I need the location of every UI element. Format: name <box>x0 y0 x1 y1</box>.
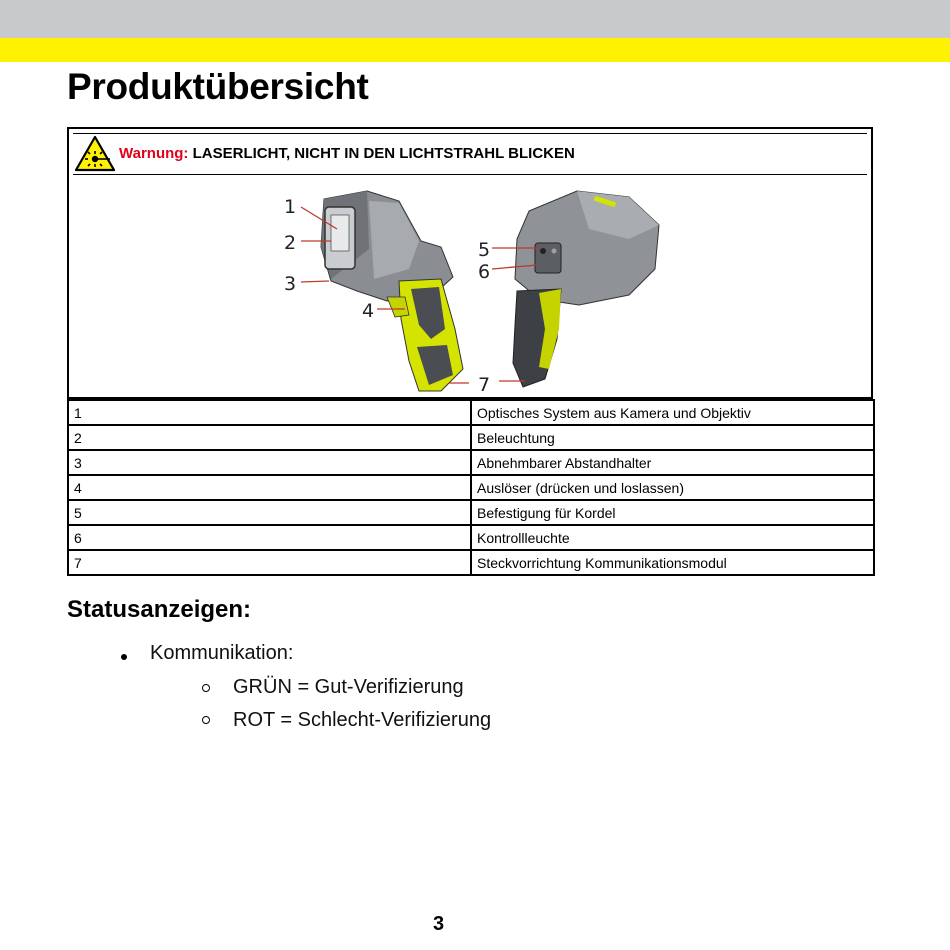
table-row <box>68 525 874 550</box>
callout-2: 2 <box>284 232 297 254</box>
part-number: 4 <box>68 475 471 500</box>
callout-1: 1 <box>284 196 297 218</box>
callout-5: 5 <box>478 239 491 261</box>
part-number: 2 <box>68 425 471 450</box>
part-description: Abnehmbarer Abstandhalter <box>471 450 874 475</box>
part-number: 7 <box>68 550 471 575</box>
circle-bullet-icon <box>202 684 210 692</box>
part-description: Beleuchtung <box>471 425 874 450</box>
status-heading: Statusanzeigen: <box>67 596 252 623</box>
scanner-front-view <box>321 191 463 391</box>
part-number: 5 <box>68 500 471 525</box>
part-description: Auslöser (drücken und loslassen) <box>471 475 874 500</box>
warning-text: LASERLICHT, NICHT IN DEN LICHTSTRAHL BLICKEN <box>192 145 575 162</box>
table-row <box>68 475 874 500</box>
part-description: Optisches System aus Kamera und Objektiv <box>471 400 874 425</box>
part-number: 3 <box>68 450 471 475</box>
header-yellow-band <box>0 38 950 62</box>
table-row <box>68 550 874 575</box>
table-row <box>68 400 874 425</box>
callout-3: 3 <box>284 273 297 295</box>
part-description: Befestigung für Kordel <box>471 500 874 525</box>
callout-6: 6 <box>478 261 491 283</box>
circle-bullet-icon <box>202 716 210 724</box>
part-number: 1 <box>68 400 471 425</box>
page-number: 3 <box>433 913 445 935</box>
parts-table <box>67 399 875 576</box>
part-description: Kontrollleuchte <box>471 525 874 550</box>
scanner-illustration <box>69 129 875 401</box>
warning-label: Warnung: <box>119 145 189 162</box>
bullet-icon <box>121 654 127 660</box>
table-row <box>68 425 874 450</box>
callout-4: 4 <box>362 300 375 322</box>
product-figure-panel <box>67 127 873 399</box>
part-description: Steckvorrichtung Kommunikationsmodul <box>471 550 874 575</box>
list-item: Kommunikation: <box>150 642 294 664</box>
scanner-rear-view <box>513 191 659 387</box>
table-row <box>68 500 874 525</box>
list-item: GRÜN = Gut-Verifizierung <box>233 676 464 698</box>
header-gray-band <box>0 0 950 38</box>
page-title: Produktübersicht <box>67 66 369 107</box>
list-item: ROT = Schlecht-Verifizierung <box>233 709 492 731</box>
part-number: 6 <box>68 525 471 550</box>
callout-7: 7 <box>478 374 491 396</box>
table-row <box>68 450 874 475</box>
